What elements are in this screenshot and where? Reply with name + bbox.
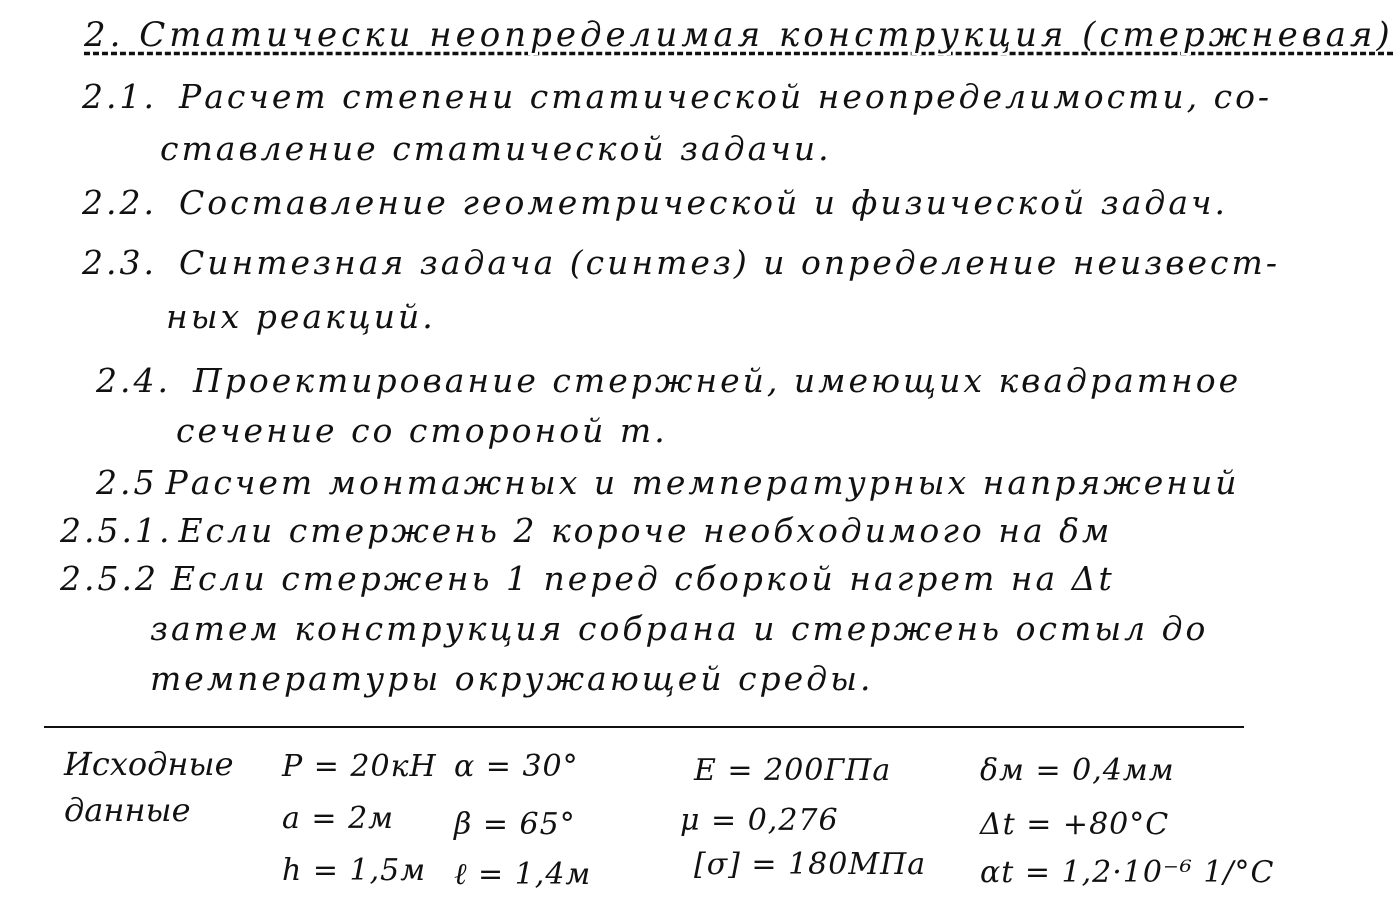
initial-data-label xyxy=(64,744,234,830)
param-h: h = 1,5м xyxy=(282,853,427,888)
item-number: 2.5.2 xyxy=(60,559,159,598)
item-2-2 xyxy=(82,183,1229,222)
param-sigma: [σ] = 180МПа xyxy=(694,847,927,882)
item-2-5-2-line-2: затем конструкция собрана и стержень остыл до xyxy=(150,609,1209,648)
param-beta: β = 65° xyxy=(454,807,576,842)
item-2-5-2-line-3: температуры окружающей среды. xyxy=(150,659,874,698)
param-a: a = 2м xyxy=(282,801,395,836)
item-2-5-1 xyxy=(60,511,1113,550)
param-delta-t: Δt = +80°С xyxy=(980,807,1170,842)
item-number: 2.1. xyxy=(82,77,157,116)
item-2-3-line-2: ных реакций. xyxy=(166,297,436,336)
item-text: Если стержень 2 короче необходимого на δм xyxy=(178,511,1113,550)
item-2-1-line-2: ставление статической задачи. xyxy=(160,129,832,168)
param-E: E = 200ГПа xyxy=(694,753,892,788)
heading: 2. Статически неопределимая конструкция (стержневая) xyxy=(84,15,1394,55)
divider-line xyxy=(44,726,1244,728)
item-number: 2.2. xyxy=(82,183,157,222)
initial-data-label-line-2: данные xyxy=(64,791,191,829)
item-2-4-line-2: сечение со стороной m. xyxy=(176,411,668,450)
item-text: Расчет степени статической неопределимости, со- xyxy=(178,77,1273,116)
item-text: Расчет монтажных и температурных напряжений xyxy=(165,463,1240,502)
param-l: ℓ = 1,4м xyxy=(454,857,592,892)
item-2-5 xyxy=(96,463,1240,502)
item-2-4-line-1 xyxy=(96,361,1242,400)
item-2-5-2-line-1 xyxy=(60,559,1115,598)
param-alpha: α = 30° xyxy=(454,749,579,784)
item-number: 2.5 xyxy=(96,463,158,502)
initial-data-label-line-1: Исходные xyxy=(64,745,234,783)
item-number: 2.3. xyxy=(82,243,157,282)
param-alpha-t: αt = 1,2·10⁻⁶ 1/°С xyxy=(980,855,1275,890)
item-number: 2.5.1. xyxy=(60,511,173,550)
param-mu: μ = 0,276 xyxy=(680,803,839,838)
item-2-3-line-1 xyxy=(82,243,1280,282)
item-number: 2.4. xyxy=(96,361,171,400)
param-delta-m: δм = 0,4мм xyxy=(980,753,1175,788)
item-text: Синтезная задача (синтез) и определение неизвест- xyxy=(178,243,1280,282)
item-text: Если стержень 1 перед сборкой нагрет на Δt xyxy=(170,559,1115,598)
param-P: P = 20кН xyxy=(282,749,437,784)
item-text: Составление геометрической и физической задач. xyxy=(178,183,1229,222)
item-text: Проектирование стержней, имеющих квадратное xyxy=(192,361,1242,400)
item-2-1-line-1 xyxy=(82,77,1273,116)
